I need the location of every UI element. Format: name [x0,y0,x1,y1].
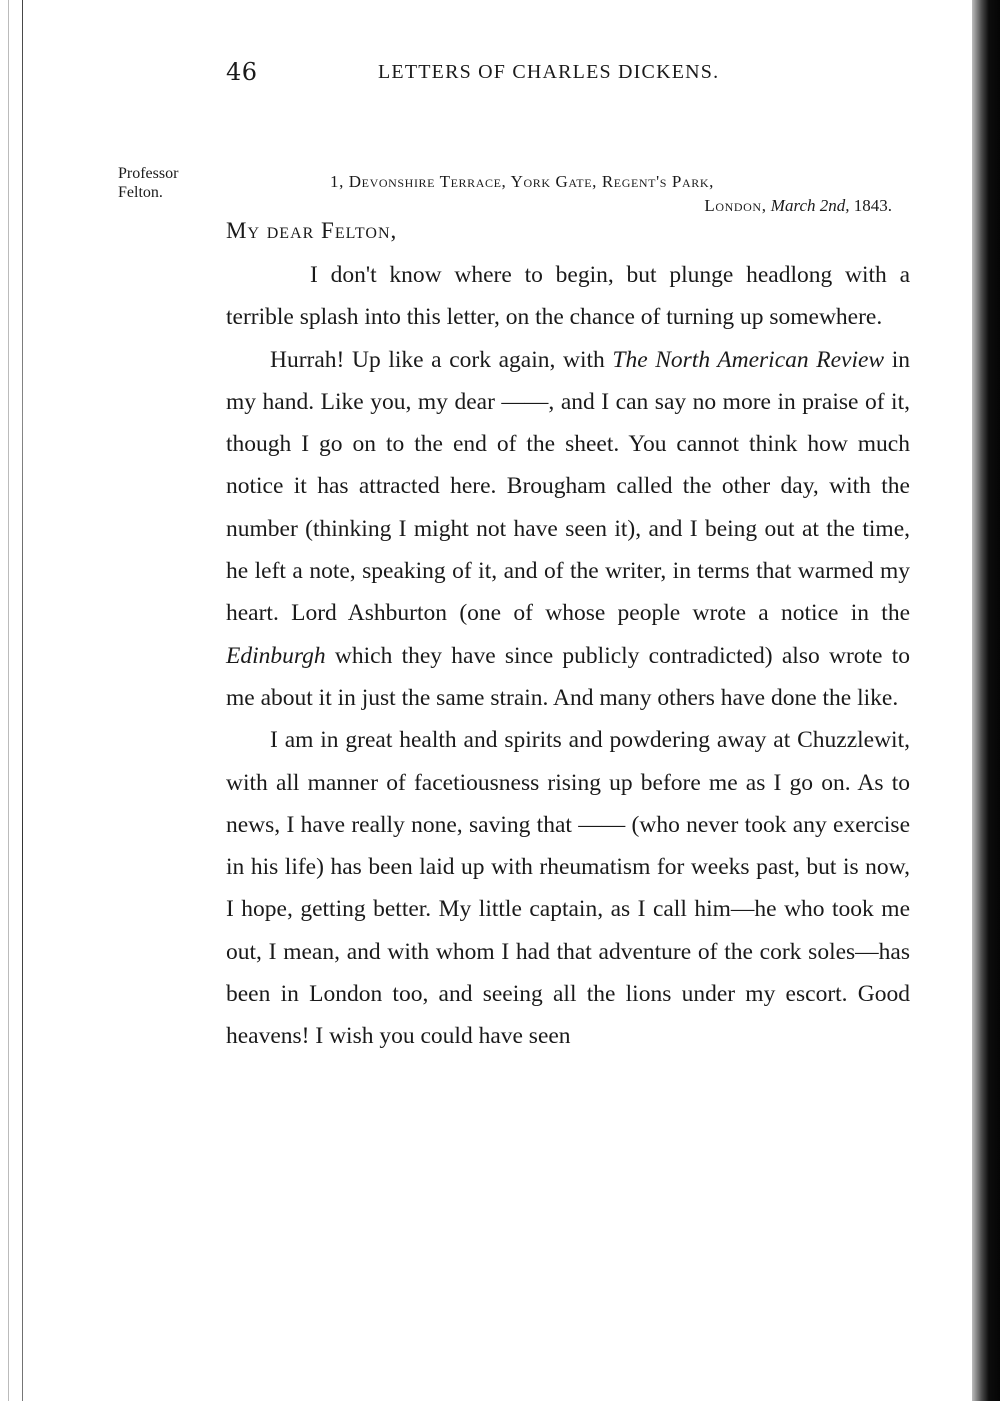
marginal-note [118,164,228,202]
page-number: 46 [226,58,258,86]
italic-title: The North American Review [612,346,885,373]
paragraph-text: Hurrah! Up like a cork again, with [270,346,613,373]
page-gutter-shadow [8,0,9,1401]
marginal-note-line: Professor [118,165,179,182]
address-street: 1, Devonshire Terrace, York Gate, Regent's Park, [330,172,714,191]
letter-date: March 2nd, [770,196,850,215]
paragraph-text: in my hand. Like you, my dear ——, and I can say no more in praise of it, though I go on to the end of the sheet. You cannot think how much notice it has attracted here. Brougham called the other day, with the number (thinking I might not have seen it), and I being out at the time, he left a note, speaking of it, and of the writer, in terms that warmed my heart. Lord Ashburton (one of whose people wrote a notice in the [226,346,911,627]
italic-title: Edinburgh [226,642,326,669]
salutation: My dear Felton, [226,218,398,243]
paragraph [226,339,910,720]
letter-address [330,170,892,218]
marginal-note-line: Felton. [118,184,163,201]
page-gutter-line [22,0,23,1401]
paragraph: I am in great health and spirits and powdering away at Chuzzlewit, with all manner of facetiousness rising up before me as I go on. As to news, I have really none, saving that —— (who never took any exercise in his life) has been laid up with rheumatism for weeks past, but is now, I hope, getting better. My little captain, as I call him—he who took me out, I mean, and with whom I had that adventure of the cork soles—has been in London too, and seeing all the lions under my escort. Good heavens! I wish you could have seen [226,727,910,1050]
page-edge-shadow [972,0,1000,1401]
letter-body [226,254,910,1058]
running-title: LETTERS OF CHARLES DICKENS. [378,61,720,83]
address-place-date [330,194,892,218]
paragraph-text: which they have since publicly contradicted) also wrote to me about it in just the same strain. And many others have done the like. [226,642,910,711]
paragraph: I don't know where to begin, but plunge headlong with a terrible splash into this letter, on the chance of turning up somewhere. [226,262,910,331]
letter-year: 1843. [853,196,892,215]
address-city: London, [704,196,767,215]
